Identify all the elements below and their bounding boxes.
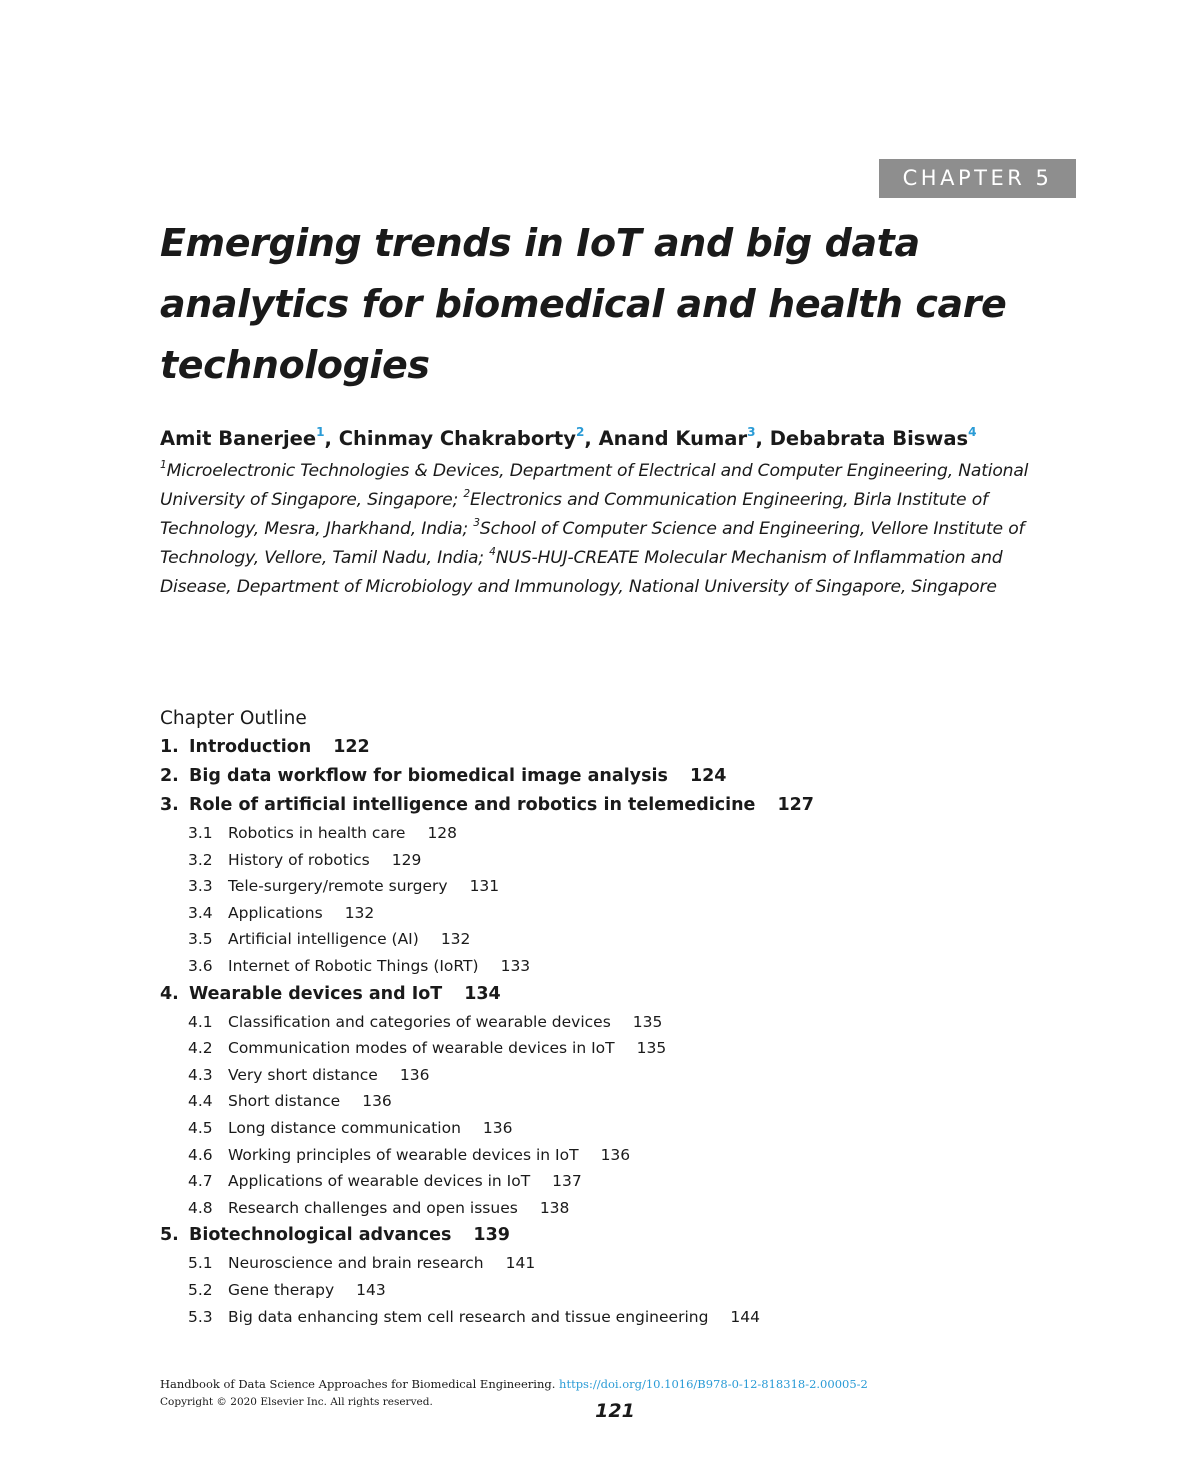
section-number: 4.8 [188,1198,213,1217]
outline-subsection[interactable] [160,1142,1060,1169]
affiliation-text: School of Computer Science and Engineering, Vellore Institute of Technology, Vellore, Tamil Nadu, India; [160,519,1025,568]
section-page: 136 [482,1118,513,1137]
outline-heading: Chapter Outline [160,708,307,729]
section-label: History of robotics [228,850,370,869]
outline-subsection[interactable] [160,1115,1060,1142]
author-affiliation-marker[interactable]: 2 [575,425,585,440]
outline-subsection[interactable] [160,873,1060,900]
chapter-outline [160,705,1060,1330]
affiliations [160,457,1060,602]
outline-subsection[interactable] [160,1250,1060,1277]
section-page: 131 [469,877,500,896]
section-label: Very short distance [228,1065,378,1084]
section-label: Wearable devices and IoT [189,983,443,1004]
section-label: Long distance communication [228,1118,461,1137]
section-page: 143 [356,1280,386,1299]
outline-subsection[interactable] [160,953,1060,980]
outline-subsection[interactable] [160,820,1060,847]
author-affiliation-marker[interactable]: 4 [968,425,977,440]
outline-subsection[interactable] [160,1304,1060,1331]
section-page: 124 [689,766,727,786]
section-label: Biotechnological advances [189,1225,452,1246]
section-page: 144 [730,1307,761,1326]
section-number: 5.1 [188,1254,213,1273]
outline-subsection[interactable] [160,900,1060,927]
section-label: Classification and categories of wearable devices [228,1012,611,1031]
section-label: Neuroscience and brain research [228,1254,484,1273]
section-page: 132 [344,903,375,922]
section-number: 3.6 [188,956,213,975]
outline-section[interactable] [160,1221,1060,1250]
section-label: Research challenges and open issues [228,1198,518,1217]
section-page: 136 [600,1145,631,1164]
chapter-badge: CHAPTER 5 [879,159,1076,198]
section-number: 4.6 [188,1145,213,1164]
section-label: Gene therapy [228,1280,335,1299]
book-title: Handbook of Data Science Approaches for Biomedical Engineering. [160,1377,556,1391]
section-page: 135 [632,1012,663,1031]
section-page: 137 [552,1172,582,1191]
outline-section[interactable] [160,791,1060,820]
author-separator: , [324,427,339,450]
section-label: Short distance [228,1092,341,1111]
section-number: 1. [160,737,179,757]
section-number: 4.1 [188,1012,213,1031]
section-page: 141 [505,1254,536,1273]
outline-subsection[interactable] [160,1277,1060,1304]
author-name: Anand Kumar [598,427,748,450]
section-number: 4. [160,983,179,1004]
section-number: 4.2 [188,1039,213,1058]
author-name: Chinmay Chakraborty [338,427,576,450]
outline-subsection[interactable] [160,1195,1060,1222]
affiliation-marker: 4 [489,545,496,559]
section-number: 3.5 [188,930,213,949]
chapter-title: Emerging trends in IoT and big data analytics for biomedical and health care technologies [160,221,1007,387]
section-number: 4.5 [188,1118,213,1137]
section-label: Working principles of wearable devices in IoT [228,1145,579,1164]
section-label: Applications [228,903,323,922]
section-number: 4.3 [188,1065,213,1084]
affiliation-marker: 3 [473,516,480,530]
section-label: Tele-surgery/remote surgery [228,877,448,896]
section-label: Introduction [189,737,312,757]
section-page: 136 [362,1092,392,1111]
outline-section[interactable] [160,762,1060,791]
section-page: 127 [777,795,814,815]
section-label: Robotics in health care [228,824,406,842]
author-affiliation-marker[interactable]: 1 [316,425,325,440]
section-page: 132 [440,930,471,949]
section-number: 4.4 [188,1092,213,1111]
affiliation-text: Microelectronic Technologies & Devices, Department of Electrical and Computer Engineering, National University of Singapore, Singapore; [160,461,1029,510]
section-page: 129 [391,850,422,869]
affiliation-marker: 2 [463,487,470,501]
outline-list [160,733,1060,1330]
section-page: 134 [464,983,501,1004]
outline-subsection[interactable] [160,926,1060,953]
section-label: Internet of Robotic Things (IoRT) [228,956,479,975]
section-number: 3.3 [188,877,213,896]
copyright-notice: Copyright © 2020 Elsevier Inc. All rights reserved. [160,1396,433,1408]
section-number: 5.2 [188,1280,213,1299]
section-label: Big data enhancing stem cell research and tissue engineering [228,1307,709,1326]
section-number: 5. [160,1225,179,1246]
section-page: 128 [427,824,458,842]
outline-subsection[interactable] [160,1009,1060,1036]
affiliation-text: Electronics and Communication Engineering, Birla Institute of Technology, Mesra, Jharkhand, India; [160,490,988,539]
author-name: Amit Banerjee [160,427,317,450]
author-name: Debabrata Biswas [769,427,969,450]
section-page: 138 [539,1198,570,1217]
section-number: 3.4 [188,903,213,922]
author-separator: , [755,427,770,450]
footer-citation [160,1377,868,1391]
section-number: 2. [160,766,179,786]
section-page: 135 [636,1039,667,1058]
section-number: 4.7 [188,1172,213,1191]
outline-subsection[interactable] [160,1168,1060,1195]
section-label: Communication modes of wearable devices in IoT [228,1039,615,1058]
section-label: Artificial intelligence (AI) [228,930,419,949]
section-label: Applications of wearable devices in IoT [228,1172,531,1191]
author-affiliation-marker[interactable]: 3 [747,425,756,440]
section-page: 136 [399,1065,430,1084]
section-number: 3. [160,795,179,815]
outline-subsection[interactable] [160,1088,1060,1115]
section-number: 5.3 [188,1307,213,1326]
author-separator: , [584,427,599,450]
section-label: Big data workflow for biomedical image analysis [189,766,668,786]
author-list [160,422,1060,456]
outline-subsection[interactable] [160,1062,1060,1089]
page-number: 121 [595,1400,635,1422]
section-page: 133 [500,956,531,975]
outline-subsection[interactable] [160,847,1060,874]
section-label: Role of artificial intelligence and robotics in telemedicine [189,795,756,815]
section-page: 122 [333,737,370,757]
affiliation-text: NUS-HUJ-CREATE Molecular Mechanism of Inflammation and Disease, Department of Microbiology and Immunology, National University of Singapore, Singapore [160,548,1003,597]
section-page: 139 [473,1225,510,1246]
affiliation-marker: 1 [160,458,167,472]
section-number: 3.1 [188,824,213,842]
section-number: 3.2 [188,850,213,869]
outline-section[interactable] [160,980,1060,1009]
outline-subsection[interactable] [160,1035,1060,1062]
doi-link[interactable]: https://doi.org/10.1016/B978-0-12-818318-2.00005-2 [559,1377,868,1391]
outline-section[interactable] [160,733,1060,762]
